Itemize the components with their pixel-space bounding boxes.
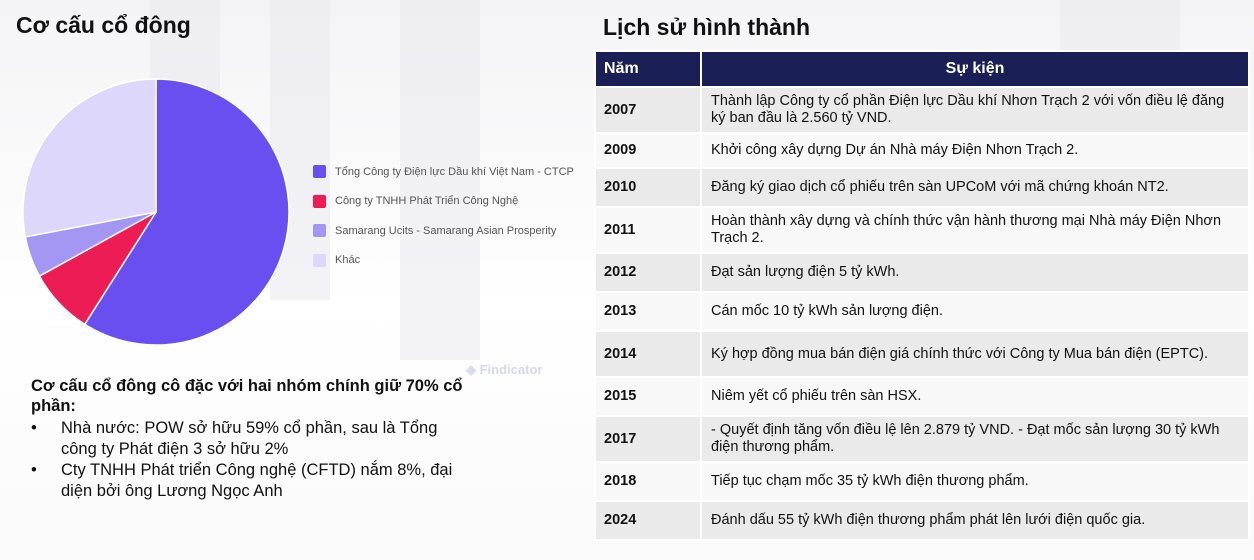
history-title: Lịch sử hình thành <box>603 14 811 40</box>
row-year: 2007 <box>595 87 701 133</box>
pie-legend <box>313 157 574 275</box>
history-table <box>594 50 1250 541</box>
table-row <box>595 331 1249 377</box>
summary-bullet: • Cty TNHH Phát triển Công nghệ (CFTD) nắm 8%, đại diện bởi ông Lương Ngọc Anh <box>31 460 463 502</box>
row-event: Đánh dấu 55 tỷ kWh điện thương phẩm phát lên lưới điện quốc gia. <box>701 501 1249 540</box>
shareholder-pie-chart <box>18 74 294 350</box>
legend-label: Tổng Công ty Điện lực Dầu khí Việt Nam - CTCP <box>335 165 574 178</box>
row-event: - Quyết định tăng vốn điều lệ lên 2.879 tỷ VND. - Đạt mốc sản lượng 30 tỷ kWh điện thương phẩm. <box>701 416 1249 462</box>
row-event: Khởi công xây dựng Dự án Nhà máy Điện Nhơn Trạch 2. <box>701 133 1249 168</box>
summary-heading: Cơ cấu cổ đông cô đặc với hai nhóm chính giữ 70% cổ phần: <box>31 377 463 415</box>
table-row <box>595 253 1249 292</box>
legend-item <box>313 216 574 246</box>
legend-swatch <box>313 165 326 178</box>
summary-bullets <box>31 418 463 502</box>
row-event: Thành lập Công ty cổ phần Điện lực Dầu khí Nhơn Trạch 2 với vốn điều lệ đăng ký ban đầu là 2.560 tỷ VND. <box>701 87 1249 133</box>
table-row <box>595 377 1249 416</box>
summary-bullet: • Nhà nước: POW sở hữu 59% cổ phần, sau là Tổng công ty Phát điện 3 sở hữu 2% <box>31 418 463 460</box>
legend-item <box>313 246 574 276</box>
row-event: Cán mốc 10 tỷ kWh sản lượng điện. <box>701 292 1249 331</box>
legend-label: Công ty TNHH Phát Triển Công Nghệ <box>335 195 519 208</box>
row-year: 2017 <box>595 416 701 462</box>
table-row <box>595 292 1249 331</box>
row-year: 2010 <box>595 168 701 207</box>
pie-slice <box>23 79 156 237</box>
row-event: Niêm yết cổ phiếu trên sàn HSX. <box>701 377 1249 416</box>
legend-swatch <box>313 195 326 208</box>
row-year: 2018 <box>595 462 701 501</box>
legend-item <box>313 157 574 187</box>
watermark-text: Findicator <box>479 362 543 377</box>
column-header-event: Sự kiện <box>701 51 1249 87</box>
row-year: 2014 <box>595 331 701 377</box>
legend-swatch <box>313 254 326 267</box>
table-row <box>595 501 1249 540</box>
table-row <box>595 133 1249 168</box>
row-event: Hoàn thành xây dựng và chính thức vận hành thương mại Nhà máy Điện Nhơn Trạch 2. <box>701 207 1249 253</box>
row-year: 2024 <box>595 501 701 540</box>
table-header-row <box>595 51 1249 87</box>
table-row <box>595 168 1249 207</box>
history-table-body <box>595 87 1249 540</box>
background-silhouette <box>1060 0 1180 50</box>
shareholder-structure-title: Cơ cấu cổ đông <box>16 12 191 38</box>
legend-swatch <box>313 224 326 237</box>
row-event: Tiếp tục chạm mốc 35 tỷ kWh điện thương phẩm. <box>701 462 1249 501</box>
legend-label: Samarang Ucits - Samarang Asian Prosperity <box>335 224 557 237</box>
table-row <box>595 87 1249 133</box>
row-event: Ký hợp đồng mua bán điện giá chính thức với Công ty Mua bán điện (EPTC). <box>701 331 1249 377</box>
row-event: Đăng ký giao dịch cổ phiếu trên sàn UPCoM với mã chứng khoán NT2. <box>701 168 1249 207</box>
row-year: 2011 <box>595 207 701 253</box>
table-row <box>595 462 1249 501</box>
table-row <box>595 416 1249 462</box>
row-year: 2013 <box>595 292 701 331</box>
column-header-year: Năm <box>595 51 701 87</box>
row-year: 2009 <box>595 133 701 168</box>
row-event: Đạt sản lượng điện 5 tỷ kWh. <box>701 253 1249 292</box>
legend-item <box>313 187 574 217</box>
table-row <box>595 207 1249 253</box>
legend-label: Khác <box>335 254 361 267</box>
shareholder-summary <box>31 376 463 502</box>
findicator-watermark: ◈ Findicator <box>466 362 543 377</box>
row-year: 2012 <box>595 253 701 292</box>
row-year: 2015 <box>595 377 701 416</box>
